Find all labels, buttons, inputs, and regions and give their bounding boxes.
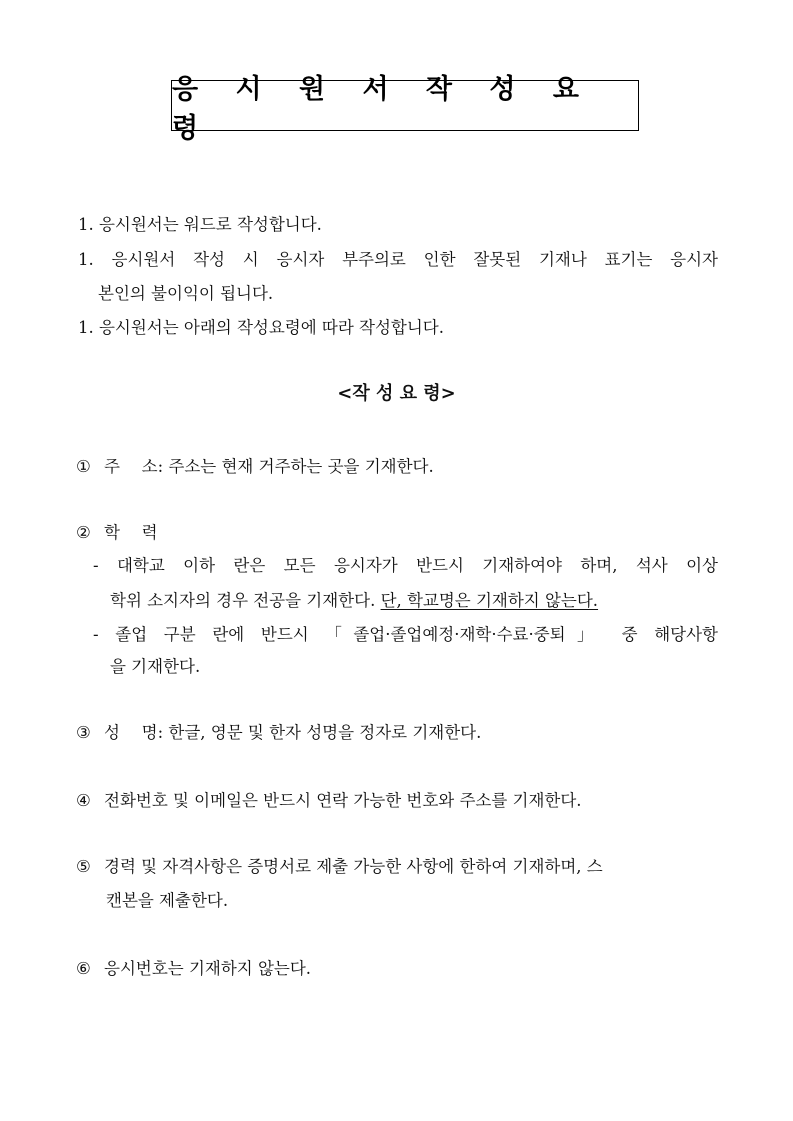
section-4 — [76, 790, 582, 812]
section-6 — [76, 958, 311, 980]
section-6-number: ⑥ — [76, 959, 91, 978]
section-2-bullet-1-line-1: - 대학교 이하 란은 모든 응시자가 반드시 기재하여야 하며, 석사 이상 — [93, 556, 718, 575]
section-5-line-1 — [76, 856, 603, 878]
section-subtitle: <작 성 요 령> — [337, 383, 456, 404]
section-4-text: 전화번호 및 이메일은 반드시 연락 가능한 번호와 주소를 기재한다. — [104, 791, 582, 810]
section-3 — [76, 722, 481, 744]
section-4-number: ④ — [76, 791, 91, 810]
section-5-text-line-1: 경력 및 자격사항은 증명서로 제출 가능한 사항에 한하여 기재하며, 스 — [104, 857, 603, 876]
section-1 — [76, 456, 434, 478]
section-2-bullet-2-line-1: - 졸업 구분 란에 반드시 「졸업·졸업예정·재학·수료·중퇴」 중 해당사항 — [93, 625, 718, 644]
section-3-number: ③ — [76, 723, 91, 742]
page-title: 응 시 원 서 작 성 요 령 — [172, 73, 593, 144]
intro-item-2-line-1: 1. 응시원서 작성 시 응시자 부주의로 인한 잘못된 기재나 표기는 응시자 — [78, 250, 718, 269]
section-5-number: ⑤ — [76, 857, 91, 876]
section-1-text: 주 소: 주소는 현재 거주하는 곳을 기재한다. — [104, 457, 434, 476]
intro-item-2-line-2: 본인의 불이익이 됩니다. — [98, 284, 274, 303]
section-2-bullet-2-line-2: 을 기재한다. — [110, 657, 201, 676]
section-2-heading: 학 력 — [104, 523, 158, 542]
section-3-text: 성 명: 한글, 영문 및 한자 성명을 정자로 기재한다. — [104, 723, 482, 742]
intro-item-1: 1. 응시원서는 워드로 작성합니다. — [78, 215, 322, 234]
section-2-bullet-1-underlined: 단, 학교명은 기재하지 않는다. — [380, 591, 599, 610]
section-2-number: ② — [76, 523, 91, 542]
intro-item-3: 1. 응시원서는 아래의 작성요령에 따라 작성합니다. — [78, 318, 444, 337]
title-box — [171, 73, 639, 144]
section-6-text: 응시번호는 기재하지 않는다. — [104, 959, 312, 978]
section-2-bullet-1-plain: 학위 소지자의 경우 전공을 기재한다. — [110, 591, 381, 610]
section-5-line-2: 캔본을 제출한다. — [106, 891, 229, 910]
section-2 — [76, 522, 158, 544]
section-2-bullet-1-line-2 — [110, 590, 598, 612]
section-1-number: ① — [76, 457, 91, 476]
